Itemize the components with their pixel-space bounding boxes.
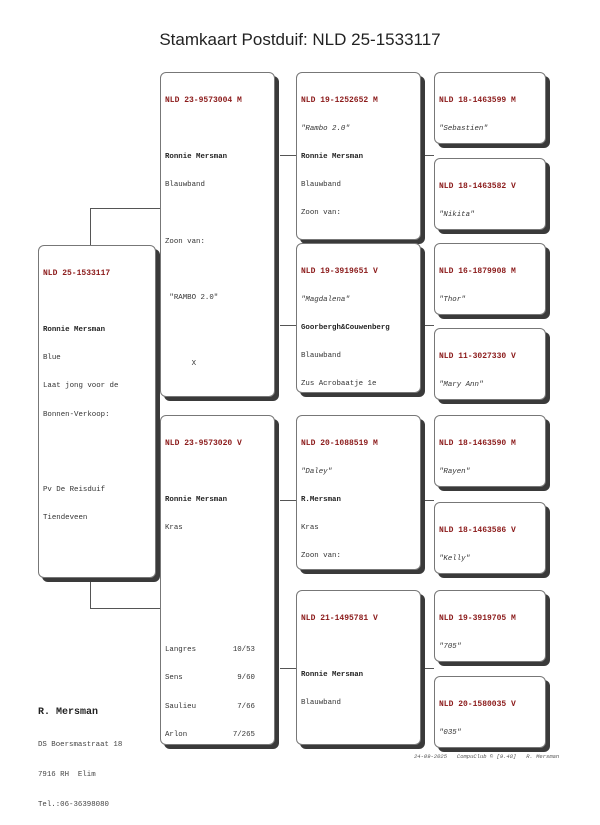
pigeon-card-fm[interactable]: [296, 243, 421, 393]
pigeon-name: "Kelly": [439, 554, 471, 563]
result-row: Langres 10/53: [165, 646, 255, 655]
ring-number: NLD 18-1463586 V: [439, 525, 516, 535]
pigeon-name: "035": [439, 728, 462, 737]
connector-line: [280, 325, 296, 326]
note: Zoon van:: [301, 552, 341, 561]
ring-number: NLD 19-3919705 M: [439, 613, 516, 623]
pigeon-card-subject[interactable]: [38, 245, 156, 578]
ring-number: NLD 11-3027330 V: [439, 351, 516, 361]
note: Blauwband: [301, 181, 341, 190]
ring-number: NLD 21-1495781 V: [301, 613, 378, 623]
connector-line: [424, 325, 434, 326]
ring-number: NLD 23-9573004 M: [165, 95, 242, 105]
pigeon-name: "Mary Ann": [439, 380, 484, 389]
note: Laat jong voor de: [43, 382, 119, 391]
breeder-name: R. Mersman: [38, 707, 99, 718]
connector-line: [280, 155, 296, 156]
pigeon-name: "Magdalena": [301, 295, 350, 304]
pigeon-card-fff[interactable]: [434, 72, 546, 144]
ring-number: NLD 18-1463582 V: [439, 181, 516, 191]
color: Blauwband: [301, 699, 341, 708]
owner: Ronnie Mersman: [301, 670, 364, 679]
pigeon-card-mmf[interactable]: [434, 590, 546, 662]
breeder-phone: Tel.:06-36398080: [38, 801, 109, 809]
color: Kras: [165, 524, 183, 533]
ring-number: NLD 18-1463599 M: [439, 95, 516, 105]
note: Kras: [301, 524, 319, 533]
note: X: [165, 359, 197, 368]
owner: Ronnie Mersman: [165, 152, 228, 161]
pigeon-card-ffm[interactable]: [434, 158, 546, 230]
ring-number: NLD 16-1879908 M: [439, 266, 516, 276]
note: Bonnen-Verkoop:: [43, 410, 110, 419]
ring-number: NLD 20-1088519 M: [301, 438, 378, 448]
footer: 24-09-2025 CompuClub © [9.48] R. Mersman: [414, 753, 560, 760]
pigeon-card-fmf[interactable]: [434, 243, 546, 315]
pigeon-name: "Nikita": [439, 210, 475, 219]
note: [165, 209, 270, 218]
note: Tiendeveen: [43, 513, 88, 522]
breeder-address: [38, 686, 122, 820]
connector-line: [424, 155, 434, 156]
note: Pv De Reisduif: [43, 485, 106, 494]
pigeon-card-mother[interactable]: [160, 415, 275, 745]
ring-number: NLD 20-1580035 V: [439, 699, 516, 709]
pigeon-card-mm[interactable]: [296, 590, 421, 745]
ring-number: NLD 19-3919651 V: [301, 266, 378, 276]
note: "RAMBO 2.0": [165, 293, 219, 302]
connector-line: [280, 668, 296, 669]
result-row: Saulieu 7/66: [165, 702, 255, 711]
note: Zoon van:: [165, 237, 205, 246]
pigeon-name: "Rayen": [439, 467, 471, 476]
owner: Ronnie Mersman: [43, 325, 106, 334]
note: Zus Acrobaatje 1e: [301, 380, 377, 389]
note: Blauwband: [301, 352, 341, 361]
owner: Ronnie Mersman: [301, 152, 364, 161]
owner: Ronnie Mersman: [165, 495, 228, 504]
result-row: Arlon 7/265: [165, 730, 255, 739]
owner: Goorbergh&Couwenberg: [301, 323, 390, 332]
connector-line: [90, 208, 91, 245]
pigeon-name: "Thor": [439, 295, 466, 304]
connector-line: [424, 620, 425, 720]
color: Blue: [43, 354, 61, 363]
connector-line: [280, 500, 296, 501]
note: Zoon van:: [301, 209, 341, 218]
pigeon-card-father[interactable]: [160, 72, 275, 397]
pigeon-name: "705": [439, 642, 462, 651]
connector-line: [424, 500, 434, 501]
pigeon-name: "Daley": [301, 467, 333, 476]
page-title: Stamkaart Postduif: NLD 25-1533117: [159, 30, 441, 49]
ring-number: NLD 19-1252652 M: [301, 95, 378, 105]
note: [165, 266, 270, 275]
pigeon-card-mfm[interactable]: [434, 502, 546, 574]
ring-number: NLD 25-1533117: [43, 268, 111, 278]
result-row: Sens 9/60: [165, 674, 255, 683]
color: Blauwband: [165, 181, 205, 190]
connector-line: [90, 608, 160, 609]
owner: R.Mersman: [301, 495, 341, 504]
pigeon-card-ff[interactable]: [296, 72, 421, 240]
breeder-street: DS Boersmastraat 18: [38, 741, 123, 749]
pigeon-card-mff[interactable]: [434, 415, 546, 487]
pigeon-card-mf[interactable]: [296, 415, 421, 570]
note: [43, 458, 151, 467]
ring-number: NLD 18-1463590 M: [439, 438, 516, 448]
connector-line: [90, 578, 91, 608]
breeder-city: 7916 RH Elim: [38, 771, 96, 779]
pigeon-card-mmm[interactable]: [434, 676, 546, 748]
connector-line: [424, 668, 434, 669]
pigeon-name: "Sebastien": [439, 124, 488, 133]
ring-number: NLD 23-9573020 V: [165, 438, 242, 448]
connector-line: [90, 208, 160, 209]
pigeon-name: "Rambo 2.0": [301, 124, 350, 133]
pigeon-card-fmm[interactable]: [434, 328, 546, 400]
